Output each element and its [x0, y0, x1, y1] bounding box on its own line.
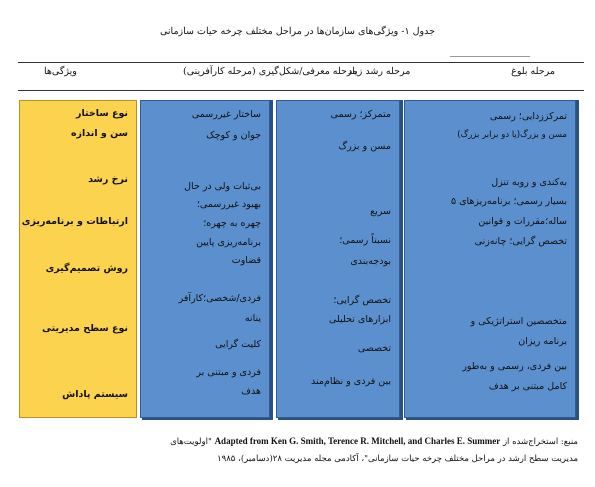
header-entry-stage: مرحله معرفی/شکل‌گیری (مرحله کارآفرینی)	[183, 66, 358, 77]
maturity-age-size: مسن و بزرگ(یا دو برابر بزرگ)	[457, 130, 567, 140]
growth-rate: سریع	[370, 206, 391, 217]
growth-decision-2: ابزارهای تحلیلی	[329, 314, 391, 325]
maturity-decision: تخصص گرایی؛ چانه‌زنی	[474, 236, 567, 247]
source-english-authors: Adapted from Ken G. Smith, Terence R. Mitchell, and Charles E. Summer	[214, 436, 501, 446]
growth-structure: متمرکز؛ رسمی	[330, 109, 391, 120]
maturity-structure: تمرکززدایی؛ رسمی	[489, 111, 567, 122]
growth-communication-2: بودجه‌بندی	[350, 256, 391, 267]
maturity-reward-2: کامل مبتنی بر هدف	[488, 381, 567, 392]
entry-growth-rate: بی‌ثبات ولی در حال	[184, 181, 261, 192]
entry-communication-3: برنامه‌ریزی پایین	[196, 237, 261, 248]
entry-management-3: کلیت گرایی	[215, 339, 261, 350]
entry-reward-1: فردی و مبتنی بر	[196, 367, 261, 378]
growth-reward: بین فردی و نظام‌مند	[311, 376, 391, 387]
maturity-reward-1: بین فردی، رسمی و به‌طور	[462, 361, 567, 372]
feature-reward-system: سیستم پاداش	[62, 389, 128, 400]
features-column	[19, 100, 137, 418]
growth-stage-column	[276, 100, 400, 418]
entry-decision: قضاوت	[231, 255, 261, 266]
feature-decision-method: روش تصمیم‌گیری	[45, 263, 128, 274]
entry-communication-1: بهبود غیررسمی؛	[196, 199, 261, 210]
feature-structure-type: نوع ساختار	[76, 108, 128, 119]
growth-age-size: مسن و بزرگ	[338, 141, 391, 152]
header-maturity-stage: مرحله بلوغ	[511, 66, 555, 77]
entry-reward-2: هدف	[241, 386, 261, 397]
feature-communication-planning: ارتباطات و برنامه‌ریزی	[21, 216, 128, 227]
growth-management: تخصصی	[357, 343, 391, 354]
feature-management-level: نوع سطح مدیریتی	[42, 323, 128, 334]
entry-management-2: ینانه	[244, 313, 261, 324]
top-short-rule	[450, 56, 530, 57]
header-top-rule	[18, 62, 584, 63]
header-high-growth-stage: مرحله رشد زیاد	[348, 66, 411, 77]
header-bottom-rule	[18, 90, 584, 91]
source-note-line-1	[18, 436, 578, 447]
maturity-stage-column	[404, 100, 576, 418]
source-prefix: منبع: استخراج‌شده از	[502, 437, 578, 447]
growth-communication-1: نسبتاً رسمی؛	[339, 235, 391, 246]
source-note-line-2: مدیریت سطح ارشد در مراحل مختلف چرخه حیات سازمانی"، آکادمی مجله مدیریت ۲۸(دسامبر)، ۱۹۸۵	[217, 454, 578, 464]
maturity-communication-1: بسیار رسمی؛ برنامه‌ریزهای ۵	[450, 196, 567, 207]
growth-decision-1: تخصص گرایی؛	[333, 295, 391, 306]
maturity-management-1: متخصصین استراتژیکی و	[470, 316, 567, 327]
feature-age-size: سن و اندازه	[70, 128, 128, 139]
feature-growth-rate: نرخ رشد	[88, 174, 128, 185]
entry-communication-2: چهره به چهره؛	[203, 218, 261, 229]
maturity-growth-rate: به‌کندی و روبه تنزل	[491, 177, 567, 188]
table-caption: جدول ۱- ویژگی‌های سازمان‌ها در مراحل مختلف چرخه حیات سازمانی	[160, 26, 435, 37]
entry-structure: ساختار غیررسمی	[191, 109, 261, 120]
maturity-communication-2: ساله؛مقررات و قوانین	[478, 216, 567, 227]
header-features: ویژگی‌ها	[44, 66, 77, 77]
source-title-start: "اولویت‌های	[170, 437, 212, 447]
entry-management-1: فردی/شخصی؛کارآفر	[178, 293, 261, 304]
entry-age-size: جوان و کوچک	[206, 130, 261, 141]
entry-stage-column	[140, 100, 270, 418]
maturity-management-2: برنامه ریزان	[518, 336, 567, 347]
